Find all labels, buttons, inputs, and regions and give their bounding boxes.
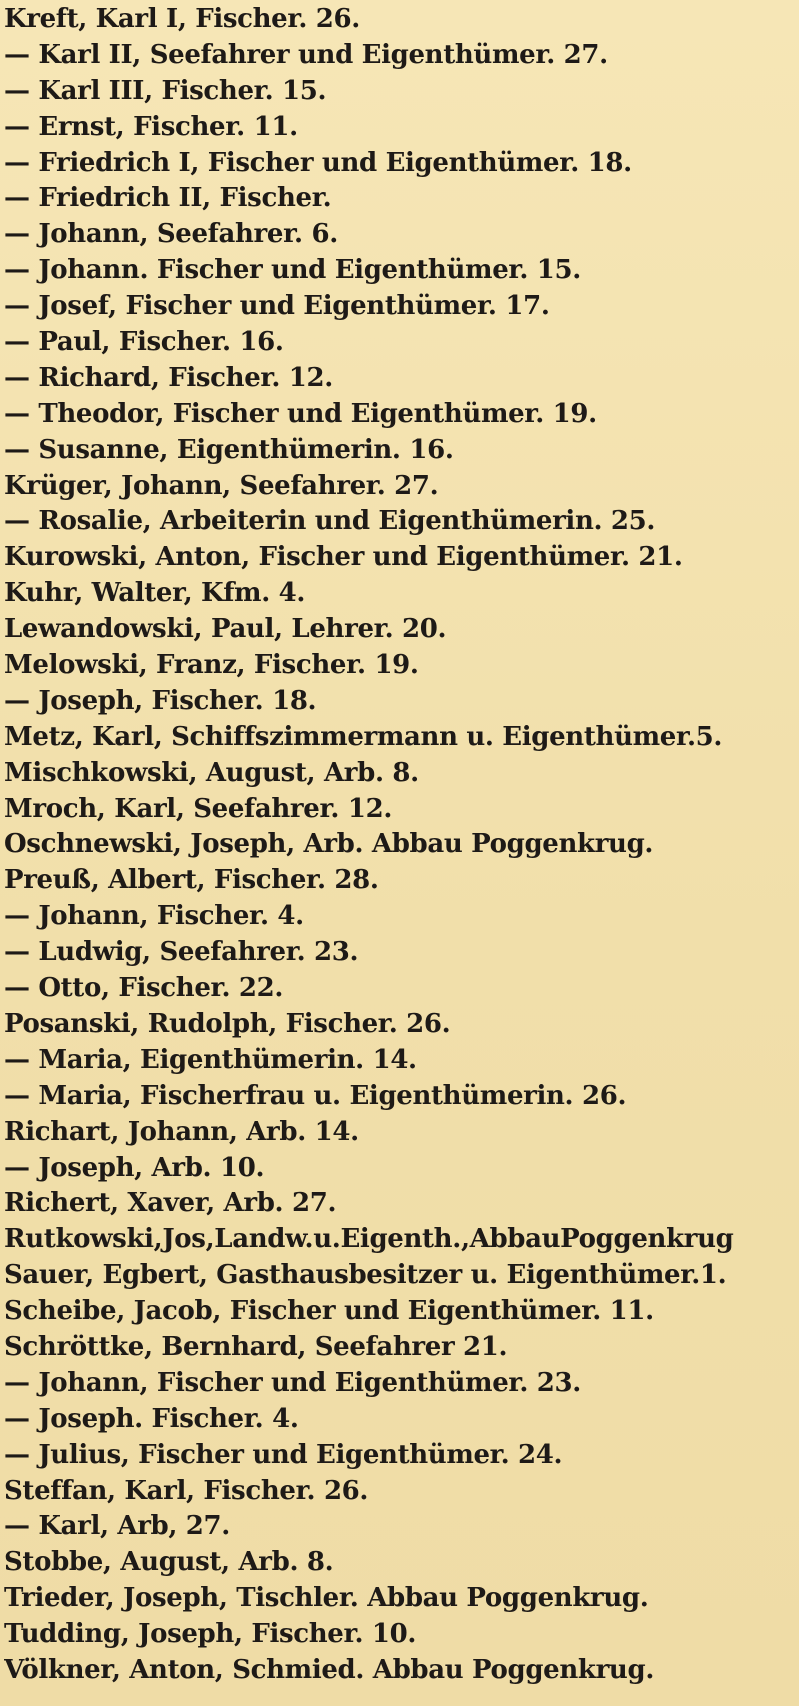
resident-entry: Mischkowski, August, Arb. 8. [4, 757, 419, 788]
resident-entry: Mroch, Karl, Seefahrer. 12. [4, 793, 393, 824]
resident-entry: Preuß, Albert, Fischer. 28. [4, 865, 379, 896]
resident-list [4, 2, 799, 1689]
resident-entry: Stobbe, August, Arb. 8. [4, 1547, 334, 1578]
resident-entry: Oschnewski, Joseph, Arb. Abbau Poggenkrug. [4, 829, 654, 860]
resident-entry: — Johann, Seefahrer. 6. [4, 219, 338, 250]
resident-entry: Richart, Johann, Arb. 14. [4, 1116, 359, 1147]
resident-entry: Melowski, Franz, Fischer. 19. [4, 650, 419, 681]
resident-entry: — Susanne, Eigenthümerin. 16. [4, 434, 454, 465]
resident-entry: — Maria, Fischerfrau u. Eigenthümerin. 26. [4, 1080, 627, 1111]
resident-entry: — Joseph. Fischer. 4. [4, 1403, 299, 1434]
resident-entry: Posanski, Rudolph, Fischer. 26. [4, 1008, 451, 1039]
resident-entry: — Ludwig, Seefahrer. 23. [4, 937, 359, 968]
resident-entry: Kreft, Karl I, Fischer. 26. [4, 4, 360, 34]
resident-entry: — Friedrich II, Fischer. [4, 183, 332, 214]
resident-entry: — Otto, Fischer. 22. [4, 973, 284, 1004]
resident-entry: — Ernst, Fischer. 11. [4, 111, 298, 142]
resident-entry: — Paul, Fischer. 16. [4, 327, 284, 358]
resident-entry: Kurowski, Anton, Fischer und Eigenthümer. 21. [4, 542, 683, 573]
resident-entry: Trieder, Joseph, Tischler. Abbau Poggenkrug. [4, 1583, 649, 1614]
resident-entry: Lewandowski, Paul, Lehrer. 20. [4, 614, 447, 645]
resident-entry: — Joseph, Fischer. 18. [4, 685, 317, 716]
resident-entry: — Karl III, Fischer. 15. [4, 75, 327, 106]
resident-entry: Sauer, Egbert, Gasthausbesitzer u. Eigenthümer.1. [4, 1260, 727, 1291]
resident-entry: Völkner, Anton, Schmied. Abbau Poggenkrug. [4, 1654, 655, 1685]
resident-entry: — Friedrich I, Fischer und Eigenthümer. 18. [4, 147, 632, 178]
resident-entry: — Johann, Fischer. 4. [4, 901, 304, 932]
resident-entry: — Maria, Eigenthümerin. 14. [4, 1044, 417, 1075]
resident-entry: Richert, Xaver, Arb. 27. [4, 1188, 337, 1219]
resident-entry: — Rosalie, Arbeiterin und Eigenthümerin. 25. [4, 506, 656, 537]
resident-entry: — Karl II, Seefahrer und Eigenthümer. 27. [4, 39, 608, 70]
resident-entry: — Johann. Fischer und Eigenthümer. 15. [4, 255, 581, 286]
resident-entry: Tudding, Joseph, Fischer. 10. [4, 1619, 417, 1650]
resident-entry: — Johann, Fischer und Eigenthümer. 23. [4, 1367, 581, 1398]
resident-entry: Scheibe, Jacob, Fischer und Eigenthümer. 11. [4, 1296, 654, 1327]
resident-entry: Metz, Karl, Schiffszimmermann u. Eigenthümer.5. [4, 721, 723, 752]
resident-entry: — Theodor, Fischer und Eigenthümer. 19. [4, 398, 597, 429]
resident-entry: — Julius, Fischer und Eigenthümer. 24. [4, 1439, 563, 1470]
resident-entry: Steffan, Karl, Fischer. 26. [4, 1475, 369, 1506]
resident-entry: Krüger, Johann, Seefahrer. 27. [4, 470, 439, 501]
resident-entry: — Joseph, Arb. 10. [4, 1152, 265, 1183]
resident-entry: Kuhr, Walter, Kfm. 4. [4, 578, 306, 609]
resident-entry: Schröttke, Bernhard, Seefahrer 21. [4, 1331, 508, 1362]
resident-entry: — Josef, Fischer und Eigenthümer. 17. [4, 291, 550, 322]
resident-entry: — Richard, Fischer. 12. [4, 362, 333, 393]
resident-entry: — Karl, Arb, 27. [4, 1511, 230, 1542]
resident-entry: Rutkowski,Jos,Landw.u.Eigenth.,AbbauPoggenkrug [4, 1224, 734, 1255]
